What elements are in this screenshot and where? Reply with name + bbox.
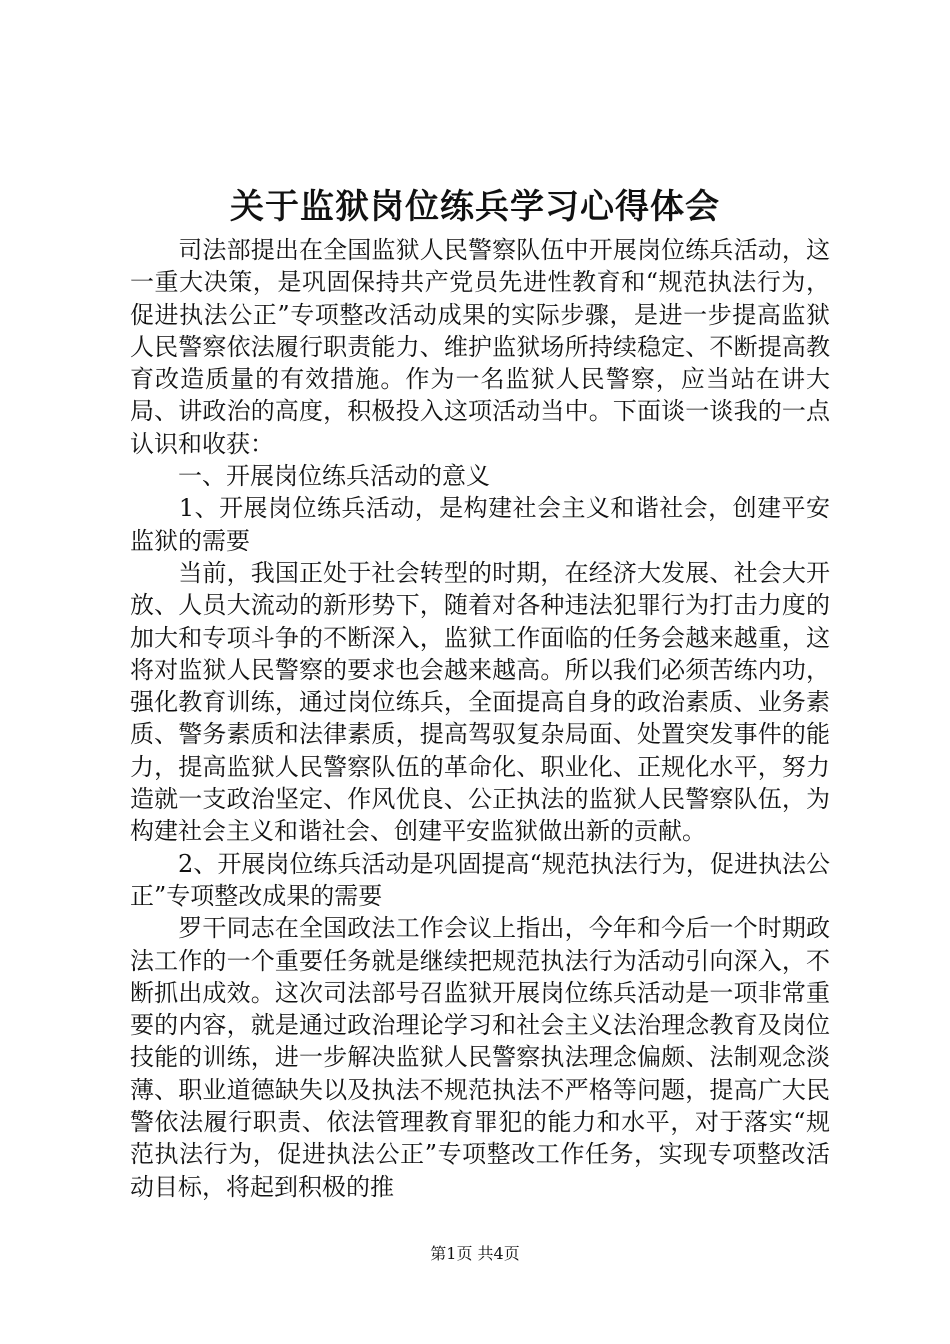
subheading-1: 1、开展岗位练兵活动，是构建社会主义和谐社会，创建平安监狱的需要 (130, 494, 830, 555)
subheading-2: 2、开展岗位练兵活动是巩固提高“规范执法行为，促进执法公正”专项整改成果的需要 (130, 849, 830, 910)
section-heading-1: 一、开展岗位练兵活动的意义 (130, 462, 490, 491)
document-title: 关于监狱岗位练兵学习心得体会 (230, 187, 720, 227)
paragraph-intro: 司法部提出在全国监狱人民警察队伍中开展岗位练兵活动，这一重大决策，是巩固保持共产党员先进性教育和“规范执法行为，促进执法公正”专项整改活动成果的实际步骤，是进一步提高监狱人民警察依法履行职责能力、维护监狱场所持续稳定、不断提高教育改造质量的有效措施。作为一名监狱人民警察，应当站在讲大局、讲政治的高度，积极投入这项活动当中。下面谈一谈我的一点认识和收获： (130, 236, 830, 458)
paragraph-body-2: 罗干同志在全国政法工作会议上指出，今年和今后一个时期政法工作的一个重要任务就是继续把规范执法行为活动引向深入，不断抓出成效。这次司法部号召监狱开展岗位练兵活动是一项非常重要的内容，就是通过政治理论学习和社会主义法治理念教育及岗位技能的训练，进一步解决监狱人民警察执法理念偏颇、法制观念淡薄、职业道德缺失以及执法不规范执法不严格等问题，提高广大民警依法履行职责、依法管理教育罪犯的能力和水平，对于落实“规范执法行为，促进执法公正”专项整改工作任务，实现专项整改活动目标，将起到积极的推 (130, 914, 830, 1201)
page-footer: 第1页 共4页 (430, 1244, 520, 1263)
document-body (130, 234, 830, 1203)
paragraph-body-1: 当前，我国正处于社会转型的时期，在经济大发展、社会大开放、人员大流动的新形势下，随着对各种违法犯罪行为打击力度的加大和专项斗争的不断深入，监狱工作面临的任务会越来越重，这将对监狱人民警察的要求也会越来越高。所以我们必须苦练内功，强化教育训练，通过岗位练兵，全面提高自身的政治素质、业务素质、警务素质和法律素质，提高驾驭复杂局面、处置突发事件的能力，提高监狱人民警察队伍的革命化、职业化、正规化水平，努力造就一支政治坚定、作风优良、公正执法的监狱人民警察队伍，为构建社会主义和谐社会、创建平安监狱做出新的贡献。 (130, 558, 830, 846)
